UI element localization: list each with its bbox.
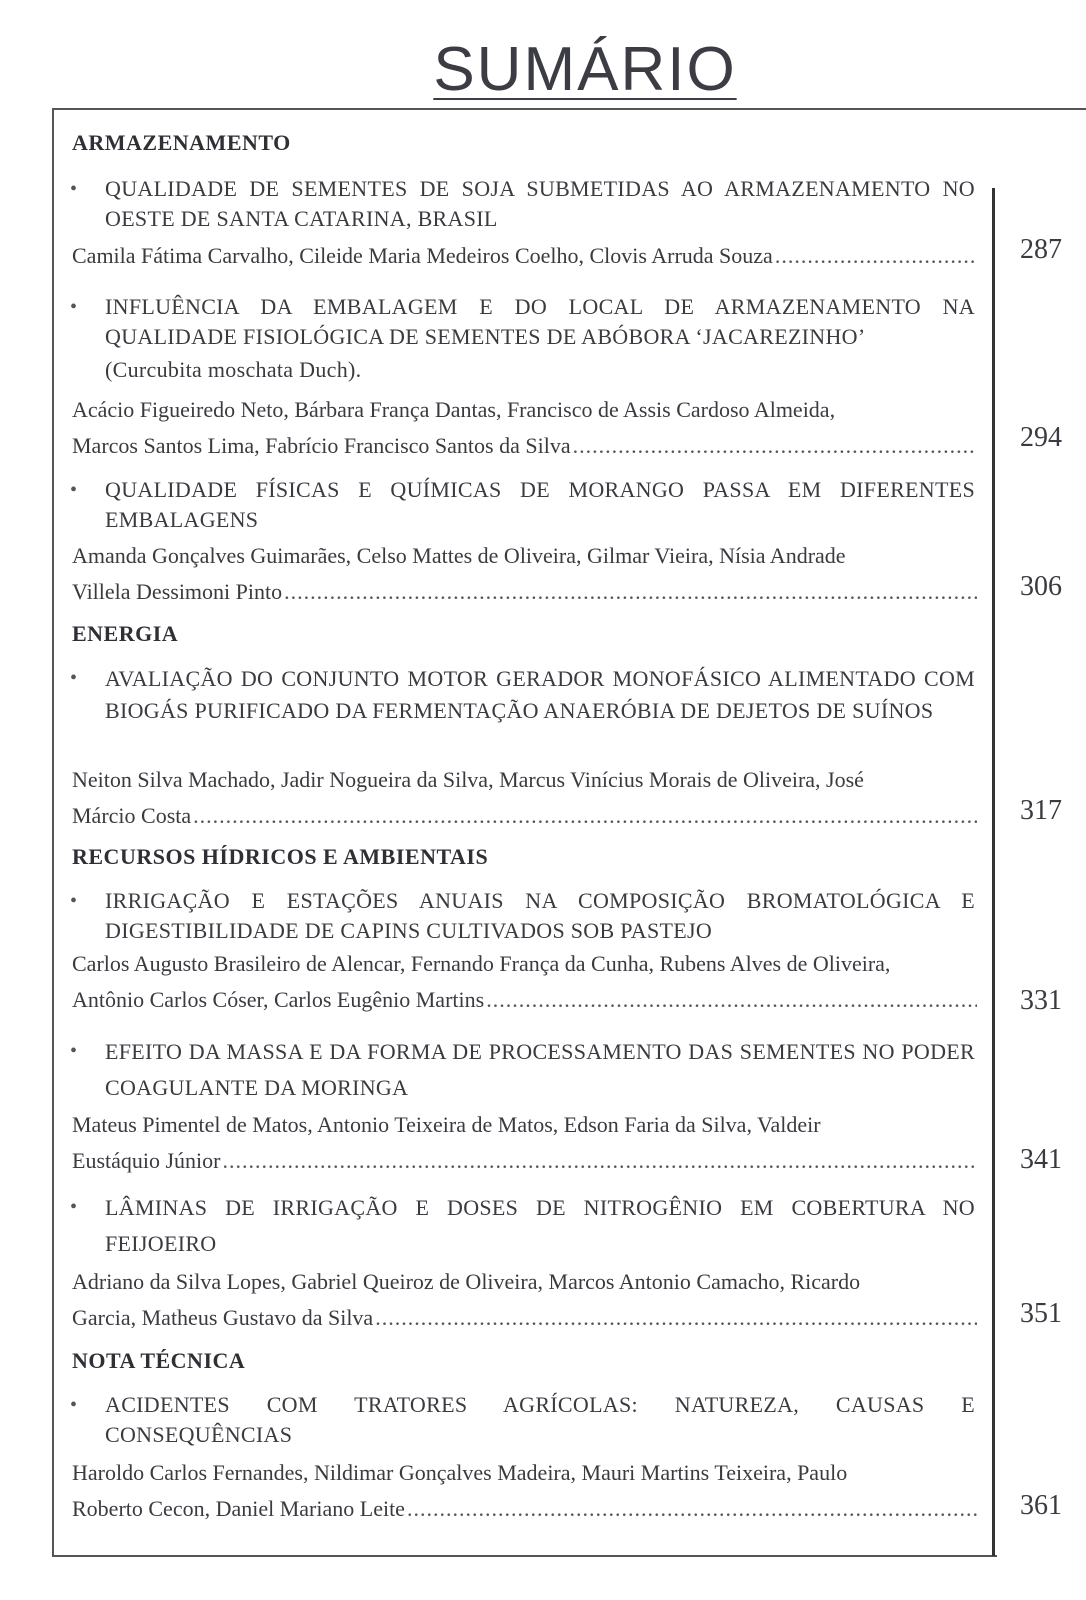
leader-dots <box>573 428 977 464</box>
page-number: 317 <box>1020 795 1062 826</box>
article-title: AVALIAÇÃO DO CONJUNTO MOTOR GERADOR MONOFÁSICO ALIMENTADO COM BIOGÁS PURIFICADO DA FERMENTAÇÃO ANAERÓBIA DE DEJETOS DE SUÍNOS <box>105 666 975 723</box>
section-heading-armazenamento: ARMAZENAMENTO <box>72 130 291 155</box>
article-title: LÂMINAS DE IRRIGAÇÃO E DOSES DE NITROGÊNIO EM COBERTURA NO FEIJOEIRO <box>105 1195 975 1256</box>
leader-dots <box>407 1491 977 1527</box>
article-subtitle: (Curcubita moschata Duch). <box>105 357 362 382</box>
leader-dots <box>284 574 977 610</box>
leader-dots <box>486 982 977 1018</box>
authors-last-line: Villela Dessimoni Pinto <box>72 579 283 604</box>
section-heading-recursos: RECURSOS HÍDRICOS E AMBIENTAIS <box>72 844 489 869</box>
authors-lead-line: Acácio Figueiredo Neto, Bárbara França Dantas, Francisco de Assis Cardoso Almeida, <box>72 397 836 422</box>
authors-lead-line: Carlos Augusto Brasileiro de Alencar, Fernando França da Cunha, Rubens Alves de Oliveira, <box>72 951 891 976</box>
article-title: IRRIGAÇÃO E ESTAÇÕES ANUAIS NA COMPOSIÇÃO BROMATOLÓGICA E DIGESTIBILIDADE DE CAPINS CULTIVADOS SOB PASTEJO <box>105 888 975 943</box>
article-authors <box>72 762 977 834</box>
authors-last-line: Márcio Costa <box>72 803 192 828</box>
frame-bottom-rule <box>52 1555 997 1557</box>
authors-lead-line: Neiton Silva Machado, Jadir Nogueira da Silva, Marcus Vinícius Morais de Oliveira, José <box>72 767 864 792</box>
page-number: 306 <box>1020 571 1062 602</box>
article-authors <box>72 392 977 464</box>
authors-lead-line: Amanda Gonçalves Guimarães, Celso Mattes de Oliveira, Gilmar Vieira, Nísia Andrade <box>72 543 846 568</box>
article-authors <box>72 1455 977 1527</box>
leader-dots <box>775 238 977 274</box>
article-authors <box>72 1264 977 1336</box>
section-heading-nota-tecnica: NOTA TÉCNICA <box>72 1348 246 1373</box>
page-number: 294 <box>1020 422 1062 453</box>
authors-last-line: Marcos Santos Lima, Fabrício Francisco Santos da Silva <box>72 433 571 458</box>
page-number: 361 <box>1020 1490 1062 1521</box>
article-title: EFEITO DA MASSA E DA FORMA DE PROCESSAMENTO DAS SEMENTES NO PODER COAGULANTE DA MORINGA <box>105 1039 975 1100</box>
authors-lead-line: Mateus Pimentel de Matos, Antonio Teixeira de Matos, Edson Faria da Silva, Valdeir <box>72 1112 821 1137</box>
page-number: 287 <box>1020 234 1062 265</box>
bullet-icon: • <box>70 479 78 501</box>
page-number: 331 <box>1020 985 1062 1016</box>
authors-lead-line: Haroldo Carlos Fernandes, Nildimar Gonçalves Madeira, Mauri Martins Teixeira, Paulo <box>72 1460 848 1485</box>
authors-last-line: Camila Fátima Carvalho, Cileide Maria Medeiros Coelho, Clovis Arruda Souza <box>72 243 773 268</box>
bullet-icon: • <box>70 1394 78 1416</box>
bullet-icon: • <box>70 890 78 912</box>
frame-left-rule <box>52 108 54 1556</box>
article-title: QUALIDADE FÍSICAS E QUÍMICAS DE MORANGO PASSA EM DIFERENTES EMBALAGENS <box>105 477 975 532</box>
article-title: QUALIDADE DE SEMENTES DE SOJA SUBMETIDAS AO ARMAZENAMENTO NO OESTE DE SANTA CATARINA, BRASIL <box>105 176 975 231</box>
leader-dots <box>223 1143 978 1179</box>
bullet-icon: • <box>70 1196 78 1218</box>
bullet-icon: • <box>70 296 78 318</box>
section-heading-energia: ENERGIA <box>72 621 179 646</box>
authors-last-line: Roberto Cecon, Daniel Mariano Leite <box>72 1496 405 1521</box>
page-title: SUMÁRIO <box>433 35 737 104</box>
leader-dots <box>375 1300 977 1336</box>
article-authors <box>72 238 977 274</box>
bullet-icon: • <box>70 667 78 689</box>
article-title: ACIDENTES COM TRATORES AGRÍCOLAS: NATUREZA, CAUSAS E CONSEQUÊNCIAS <box>105 1392 975 1447</box>
page-column-divider <box>992 188 995 1556</box>
bullet-icon: • <box>70 1040 78 1062</box>
authors-last-line: Eustáquio Júnior <box>72 1148 221 1173</box>
page-number: 351 <box>1020 1298 1062 1329</box>
bullet-icon: • <box>70 178 78 200</box>
article-authors <box>72 946 977 1018</box>
page-number: 341 <box>1020 1144 1062 1175</box>
authors-last-line: Antônio Carlos Cóser, Carlos Eugênio Martins <box>72 987 485 1012</box>
article-authors <box>72 1107 977 1179</box>
article-authors <box>72 538 977 610</box>
article-title: INFLUÊNCIA DA EMBALAGEM E DO LOCAL DE ARMAZENAMENTO NA QUALIDADE FISIOLÓGICA DE SEMENTES DE ABÓBORA ‘JACAREZINHO’ <box>105 294 975 349</box>
authors-last-line: Garcia, Matheus Gustavo da Silva <box>72 1305 374 1330</box>
leader-dots <box>193 798 977 834</box>
frame-top-rule <box>52 108 1086 110</box>
authors-lead-line: Adriano da Silva Lopes, Gabriel Queiroz de Oliveira, Marcos Antonio Camacho, Ricardo <box>72 1269 861 1294</box>
